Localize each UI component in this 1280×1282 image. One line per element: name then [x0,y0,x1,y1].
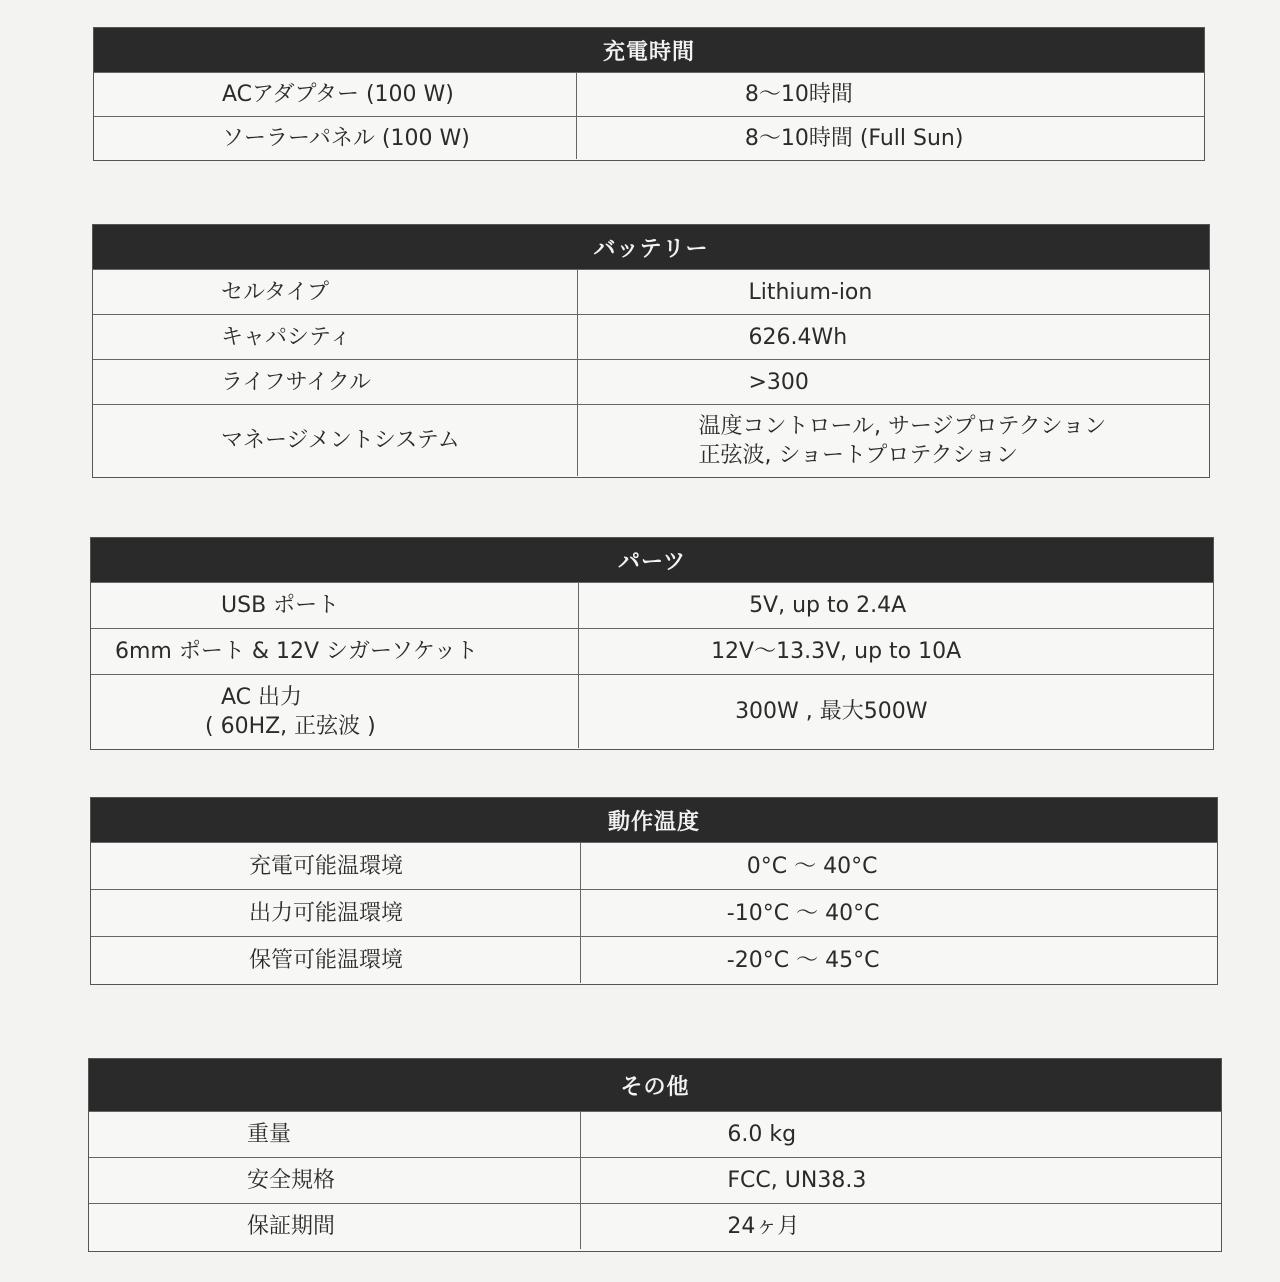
row-label: セルタイプ [93,270,578,314]
row-label: 重量 [89,1112,581,1157]
value-line: 温度コントロール, サージプロテクション [698,413,1107,439]
table-row [93,269,1209,314]
table-row [91,842,1217,889]
table-row [93,314,1209,359]
spec-table-other [88,1058,1222,1252]
row-value: 24ヶ月 [727,1214,800,1239]
label-line: ( 60HZ, 正弦波 ) [205,713,376,739]
row-label: USB ポート [91,583,579,628]
row-value: -10°C 〜 40°C [726,900,880,926]
row-value: 626.4Wh [748,324,848,350]
table-row [91,674,1213,748]
table-row [93,359,1209,404]
row-label [91,675,579,748]
row-label: 保管可能温環境 [91,937,581,983]
row-value [578,405,1209,476]
row-label: 保証期間 [89,1204,581,1249]
row-value: 8〜10時間 (Full Sun) [744,125,964,151]
row-label: 6mm ポート & 12V シガーソケット [91,629,579,674]
table-row [94,72,1204,116]
row-value: 5V, up to 2.4A [749,593,907,618]
section-title: パーツ [91,538,1213,582]
label-line: AC 出力 [221,684,303,710]
spec-table-charging-time [93,27,1205,161]
section-title: 動作温度 [91,798,1217,842]
row-value: >300 [748,369,809,395]
section-title: その他 [89,1059,1221,1111]
row-value: 8〜10時間 [744,82,853,107]
row-label: ソーラーパネル (100 W) [94,117,577,159]
table-row [91,582,1213,628]
row-label: ACアダプター (100 W) [94,73,577,116]
value-line: 正弦波, ショートプロテクション [698,442,1019,468]
row-label: 安全規格 [89,1158,581,1203]
table-row [93,404,1209,476]
section-title: 充電時間 [94,28,1204,72]
section-title: バッテリー [93,225,1209,269]
row-label: キャパシティ [93,315,578,359]
table-row [91,936,1217,983]
row-value: 300W , 最大500W [735,699,928,724]
table-row [91,889,1217,936]
table-row [94,116,1204,159]
spec-table-parts [90,537,1214,750]
table-row [91,628,1213,674]
table-row [89,1111,1221,1157]
row-label: ライフサイクル [93,360,578,404]
table-row [89,1203,1221,1249]
spec-table-battery [92,224,1210,478]
row-value: Lithium-ion [748,279,873,305]
row-label: 出力可能温環境 [91,890,581,936]
row-value: 0°C 〜 40°C [746,853,878,879]
spec-table-operating-temperature [90,797,1218,985]
row-value: 6.0 kg [727,1122,797,1147]
row-value: -20°C 〜 45°C [726,947,880,973]
row-label: 充電可能温環境 [91,843,581,889]
row-value: 12V〜13.3V, up to 10A [711,639,962,664]
row-label: マネージメントシステム [93,405,578,476]
table-row [89,1157,1221,1203]
row-value: FCC, UN38.3 [727,1168,867,1193]
